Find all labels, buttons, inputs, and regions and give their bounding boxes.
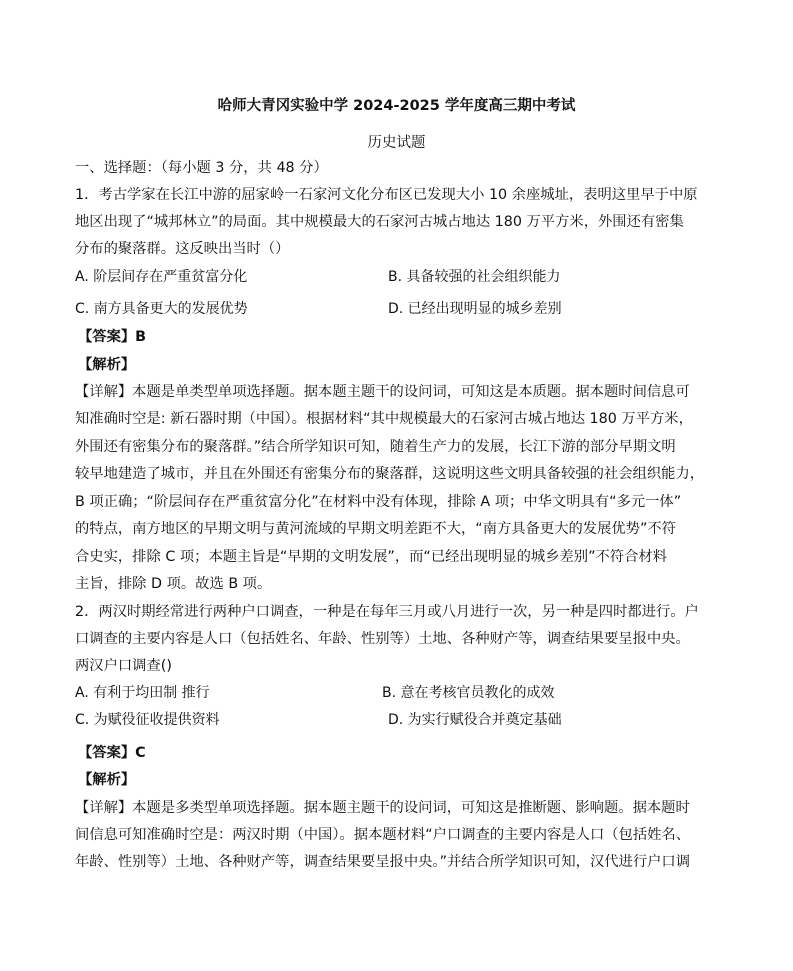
q1-option-c: C. 南方具备更大的发展优势 — [75, 301, 248, 317]
q1-detail-line-2: 知准确时空是: 新石器时期（中国）。根据材料“其中规模最大的石家河古城占地达 180 万平方米， — [75, 411, 693, 427]
q2-detail-line-2: 间信息可知准确时空是：两汉时期（中国）。据本题材料“户口调查的主要内容是人口（包括姓名、 — [75, 827, 691, 843]
section-heading: 一、选择题：（每小题 3 分，共 48 分） — [75, 160, 328, 176]
q1-analysis-label: 【解析】 — [78, 357, 136, 373]
q2-option-b: B. 意在考核官员教化的成效 — [382, 685, 555, 701]
q1-stem-line-2: 地区出现了“城邦林立”的局面。其中规模最大的石家河古城占地达 180 万平方米，外围还有密集 — [75, 214, 684, 230]
q1-detail-line-3: 外围还有密集分布的聚落群。”结合所学知识可知，随着生产力的发展，长江下游的部分早期文明 — [75, 439, 676, 455]
q2-option-a: A. 有利于均田制 推行 — [75, 685, 210, 701]
q1-option-d: D. 已经出现明显的城乡差别 — [388, 301, 562, 317]
q2-detail-line-3: 年龄、性别等）土地、各种财产等，调查结果要呈报中央。”并结合所学知识可知，汉代进行户口调 — [75, 854, 691, 870]
q2-detail-line-1: 【详解】本题是多类型单项选择题。据本题主题干的设问词，可知这是推断题、影响题。据本题时 — [75, 800, 690, 816]
q1-detail-line-6: 的特点，南方地区的早期文明与黄河流域的早期文明差距不大，“南方具备更大的发展优势”不符 — [75, 521, 676, 537]
q1-answer: 【答案】B — [78, 329, 147, 345]
q1-detail-line-8: 主旨，排除 D 项。故选 B 项。 — [75, 576, 272, 592]
q2-option-d: D. 为实行赋役合并奠定基础 — [388, 712, 562, 728]
q2-analysis-label: 【解析】 — [78, 772, 136, 788]
q1-option-a: A. 阶层间存在严重贫富分化 — [75, 269, 248, 285]
page-subtitle: 历史试题 — [367, 135, 426, 151]
q1-stem-line-1: 1．考古学家在长江中游的屈家岭一石家河文化分布区已发现大小 10 余座城址，表明这里早于中原 — [75, 187, 698, 203]
q1-option-b: B. 具备较强的社会组织能力 — [388, 269, 561, 285]
q1-stem-line-3: 分布的聚落群。这反映出当时（） — [75, 241, 290, 257]
page-title: 哈师大青冈实验中学 2024-2025 学年度高三期中考试 — [217, 98, 576, 114]
q2-stem-line-3: 两汉户口调查() — [75, 658, 172, 674]
q2-answer: 【答案】C — [78, 745, 146, 761]
q2-stem-line-1: 2．两汉时期经常进行两种户口调查，一种是在每年三月或八月进行一次，另一种是四时都进行。户 — [75, 604, 699, 620]
q1-detail-line-7: 合史实，排除 C 项；本题主旨是“早期的文明发展”，而“已经出现明显的城乡差别”不符合材料 — [75, 549, 667, 565]
q2-option-c: C. 为赋役征收提供资料 — [75, 712, 220, 728]
q1-detail-line-1: 【详解】本题是单类型单项选择题。据本题主题干的设问词，可知这是本质题。据本题时间信息可 — [75, 384, 690, 400]
q1-detail-line-5: B 项正确；“阶层间存在严重贫富分化”在材料中没有体现，排除 A 项；中华文明具有“多元一体” — [75, 494, 682, 510]
q2-stem-line-2: 口调查的主要内容是人口（包括姓名、年龄、性别等）土地、各种财产等，调查结果要呈报中央。 — [75, 631, 690, 647]
q1-detail-line-4: 较早地建造了城市，并且在外围还有密集分布的聚落群，这说明这些文明具备较强的社会组织能力， — [75, 466, 705, 482]
